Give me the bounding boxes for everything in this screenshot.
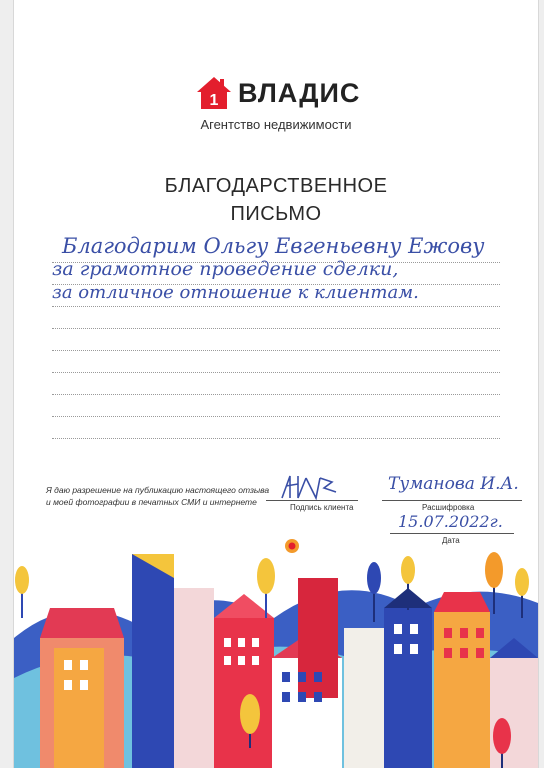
title-line-1: БЛАГОДАРСТВЕННОЕ bbox=[164, 175, 388, 197]
date-value: 15.07.2022г. bbox=[398, 512, 503, 531]
brand-name: ВЛАДИС bbox=[238, 78, 361, 108]
title-line-2: ПИСЬМО bbox=[230, 203, 322, 225]
ruled-line bbox=[52, 394, 500, 395]
letter-title bbox=[14, 172, 538, 228]
signature-label: Подпись клиента bbox=[290, 503, 354, 512]
signature-line bbox=[266, 500, 358, 501]
ruled-line bbox=[52, 350, 500, 351]
handwritten-line-3: за отличное отношение к клиентам. bbox=[52, 282, 419, 303]
transcription-value: Туманова И.А. bbox=[388, 474, 519, 494]
ruled-line bbox=[52, 372, 500, 373]
logo-tagline: Агентство недвижимости bbox=[200, 117, 352, 132]
company-logo bbox=[196, 76, 386, 110]
transcription-line bbox=[382, 500, 522, 501]
letter-page bbox=[14, 0, 538, 768]
logo-house-digit: 1 bbox=[209, 92, 219, 109]
handwritten-line-1: Благодарим Ольгу Евгеньевну Ежову bbox=[62, 234, 485, 258]
ruled-line bbox=[52, 416, 500, 417]
house-logo-icon bbox=[196, 76, 232, 110]
city-illustration bbox=[14, 548, 538, 768]
date-line bbox=[390, 533, 514, 534]
ruled-line bbox=[52, 306, 500, 307]
ruled-line bbox=[52, 438, 500, 439]
handwritten-line-2: за грамотное проведение сделки, bbox=[52, 258, 399, 280]
ruled-line bbox=[52, 328, 500, 329]
signature-scribble bbox=[276, 470, 346, 504]
date-label: Дата bbox=[442, 536, 460, 545]
transcription-label: Расшифровка bbox=[422, 503, 475, 512]
consent-text: Я даю разрешение на публикацию настоящего отзыва и моей фотографии в печатных СМИ и интернете bbox=[46, 485, 270, 507]
